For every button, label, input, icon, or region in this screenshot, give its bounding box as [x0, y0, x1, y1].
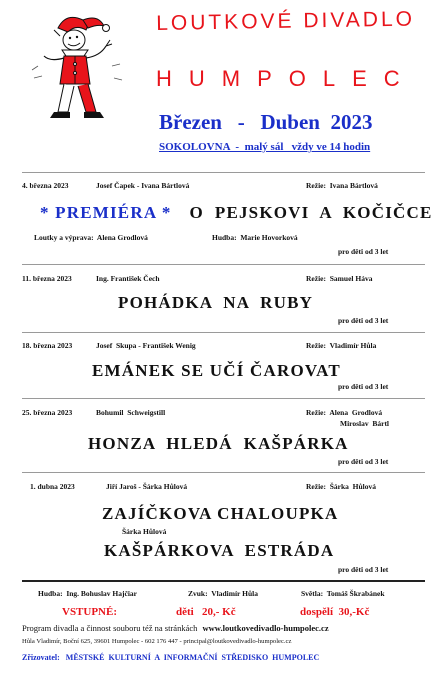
performance-director: Režie: Vladimír Hůla	[306, 341, 377, 350]
performance-authors: Jiří Jaroš - Šárka Hůlová	[106, 482, 188, 491]
performance-authors: Bohumil Schweigstill	[96, 408, 166, 417]
ticket-price-adults: dospělí 30,-Kč	[300, 606, 370, 618]
theatre-name-line1: LOUTKOVÉ DIVADLO	[156, 7, 416, 35]
performance-authors: Josef Čapek - Ivana Bártlová	[96, 181, 190, 190]
performance-title: HONZA HLEDÁ KAŠPÁRKA	[88, 434, 349, 453]
performance-director: Režie: Ivana Bártlová	[306, 181, 378, 190]
premiere-title-row	[40, 203, 433, 223]
performance-title: ZAJÍČKOVA CHALOUPKA	[102, 504, 339, 523]
website-link[interactable]: www.loutkovedivadlo-humpolec.cz	[202, 623, 329, 633]
performance-date: 11. března 2023	[22, 274, 72, 283]
secondary-author: Šárka Hůlová	[122, 527, 167, 536]
premiere-label: * PREMIÉRA *	[40, 203, 172, 222]
performance-director: Režie: Alena Grodlová	[306, 408, 383, 417]
staff-music: Hudba: Ing. Bohuslav Hajčiar	[38, 589, 137, 598]
venue-info: SOKOLOVNA - malý sál vždy ve 14 hodin	[159, 141, 371, 153]
program-info	[22, 623, 329, 633]
performance-date: 18. března 2023	[22, 341, 73, 350]
performance-authors: Josef Skupa - František Wenig	[96, 341, 196, 350]
performance-director-secondary: Miroslav Bártl	[340, 419, 390, 428]
divider	[22, 264, 425, 265]
divider	[22, 472, 425, 473]
performance-director: Režie: Samuel Háva	[306, 274, 373, 283]
performance-title: EMÁNEK SE UČÍ ČAROVAT	[92, 361, 341, 380]
divider	[22, 398, 425, 399]
ticket-label: VSTUPNÉ:	[62, 606, 118, 618]
performance-date: 25. března 2023	[22, 408, 73, 417]
founder-info: Zřizovatel: MĚSTSKÉ KULTURNÍ A INFORMAČNÍ STŘEDISKO HUMPOLEC	[22, 653, 320, 662]
age-recommendation: pro děti od 3 let	[338, 382, 389, 391]
age-recommendation: pro děti od 3 let	[338, 247, 389, 256]
age-recommendation: pro děti od 3 let	[338, 316, 389, 325]
kasparek-illustration	[28, 6, 133, 126]
ticket-price-children: děti 20,- Kč	[176, 606, 236, 618]
staff-lights: Světla: Tomáš Škrabánek	[301, 589, 385, 598]
staff-sound: Zvuk: Vladimír Hůla	[188, 589, 258, 598]
performance-title: POHÁDKA NA RUBY	[118, 293, 314, 312]
performance-director: Režie: Šárka Hůlová	[306, 482, 376, 491]
divider	[22, 172, 425, 173]
program-info-text: Program divadla a činnost souboru též na stránkách	[22, 623, 198, 633]
divider	[22, 580, 425, 582]
performance-authors: Ing. František Čech	[96, 274, 160, 283]
credits-puppets: Loutky a výprava: Alena Grodlová	[34, 233, 148, 242]
divider	[22, 332, 425, 333]
performance-date: 1. dubna 2023	[30, 482, 75, 491]
performance-title-secondary: KAŠPÁRKOVA ESTRÁDA	[104, 541, 335, 560]
performance-title: O PEJSKOVI A KOČIČCE	[189, 203, 433, 222]
age-recommendation: pro děti od 3 let	[338, 457, 389, 466]
season-period: Březen - Duben 2023	[159, 110, 373, 134]
performance-date: 4. března 2023	[22, 181, 69, 190]
contact-info: Hůla Vladimír, Boční 625, 39601 Humpolec - 602 176 447 - principal@loutkovedivadlo-humpolec.cz	[22, 638, 292, 645]
credits-music: Hudba: Marie Hovorková	[212, 233, 298, 242]
theatre-name-line2: HUMPOLEC	[156, 66, 417, 91]
age-recommendation: pro děti od 3 let	[338, 565, 389, 574]
